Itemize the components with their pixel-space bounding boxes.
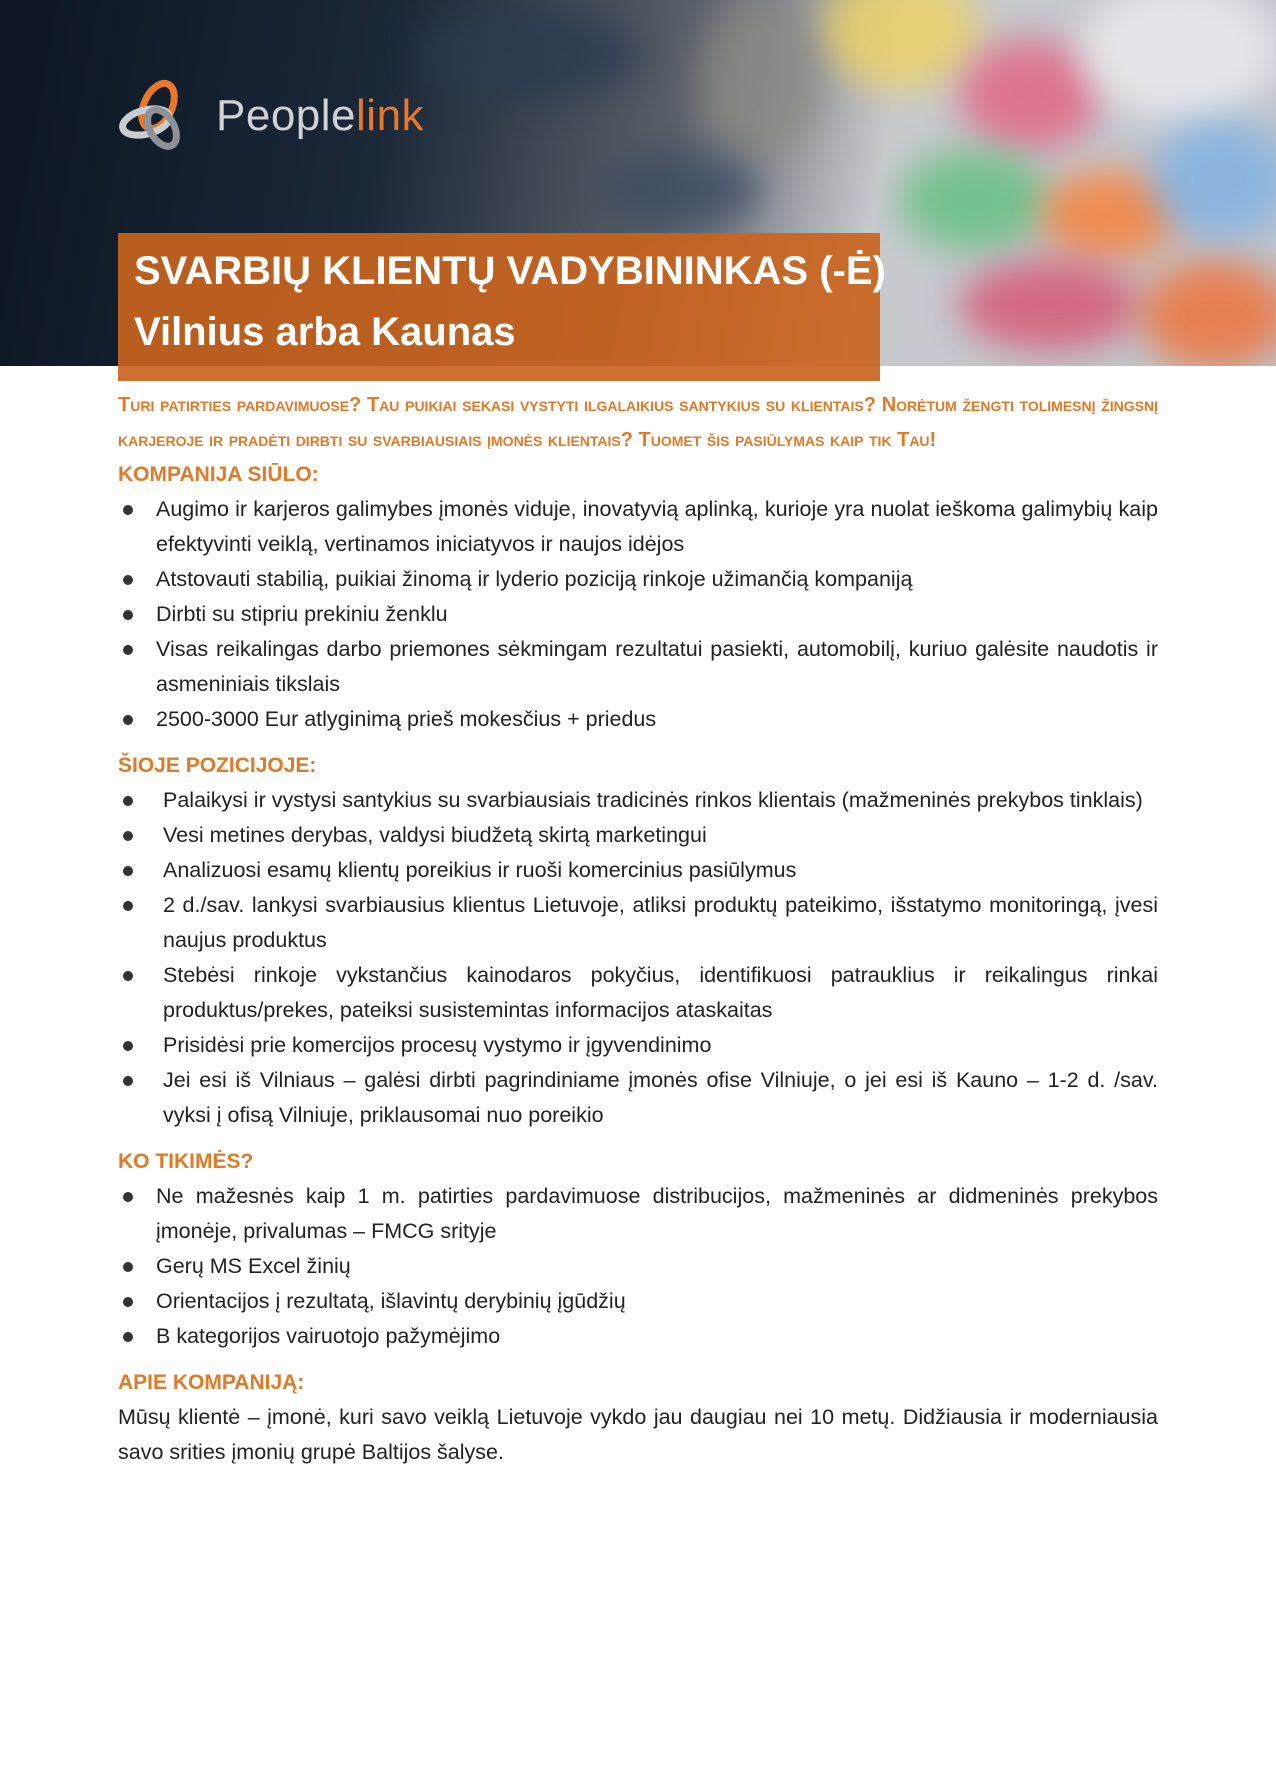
list-item-text: Ne mažesnės kaip 1 m. patirties pardavimuose distribucijos, mažmeninės ar didmeninės prekybos įmonėje, privalumas – FMCG srityje [156, 1184, 1158, 1243]
list-item [118, 492, 1158, 562]
expect-heading: KO TIKIMĖS? [118, 1150, 254, 1173]
list-item [118, 562, 1158, 597]
about-text: Mūsų klientė – įmonė, kuri savo veiklą Lietuvoje vykdo jau daugiau nei 10 metų. Didžiausia ir moderniausia savo srities įmonių grupė Baltijos šalyse. [118, 1405, 1158, 1464]
about-heading: APIE KOMPANIJĄ: [118, 1371, 305, 1394]
bullet-icon [123, 575, 133, 585]
job-location: Vilnius arba Kaunas [134, 310, 516, 354]
offer-heading: KOMPANIJA SIŪLO: [118, 463, 319, 486]
list-item-text: Prisidėsi prie komercijos procesų vystymo ir įgyvendinimo [163, 1033, 712, 1057]
bullet-icon [123, 715, 133, 725]
offer-list [118, 492, 1158, 737]
list-item-text: B kategorijos vairuotojo pažymėjimo [156, 1324, 501, 1348]
list-item [118, 1179, 1158, 1249]
bullet-icon [123, 505, 133, 515]
list-item-text: Analizuosi esamų klientų poreikius ir ruoši komercinius pasiūlymus [163, 858, 797, 882]
list-item [118, 702, 1158, 737]
list-item-text: 2 d./sav. lankysi svarbiausius klientus Lietuvoje, atliksi produktų pateikimo, išstatymo monitoringą, įvesi naujus produktus [163, 893, 1158, 952]
job-title: SVARBIŲ KLIENTŲ VADYBININKAS (-Ė) [134, 249, 886, 293]
bullet-icon [123, 1297, 133, 1307]
list-item [118, 958, 1158, 1028]
peoplelink-logo-icon [118, 76, 198, 156]
position-heading: ŠIOJE POZICIJOJE: [118, 754, 317, 777]
list-item-text: Jei esi iš Vilniaus – galėsi dirbti pagrindiniame įmonės ofise Vilniuje, o jei esi iš Kauno – 1-2 d. /sav. vyksi į ofisą Vilniuje, priklausomai nuo poreikio [163, 1068, 1158, 1127]
bullet-icon [123, 901, 133, 911]
list-item-text: Palaikysi ir vystysi santykius su svarbiausiais tradicinės rinkos klientais (mažmeninės prekybos tinklais) [163, 788, 1143, 812]
logo-wordmark: Peoplelink [216, 91, 425, 140]
list-item-text: 2500-3000 Eur atlyginimą prieš mokesčius + priedus [156, 707, 657, 731]
intro-text: Turi patirties pardavimuose? Tau puikiai sekasi vystyti ilgalaikius santykius su klientais? Norėtum žengti tolimesnį žingsnį karjeroje ir pradėti dirbti su svarbiausiais įmonės klientais? Tuomet šis pasiūlymas kaip tik Tau! [118, 394, 1158, 451]
list-item [118, 1028, 1158, 1063]
bullet-icon [123, 866, 133, 876]
list-item-text: Gerų MS Excel žinių [156, 1254, 351, 1278]
list-item [118, 1249, 1158, 1284]
list-item-text: Vesi metines derybas, valdysi biudžetą skirtą marketingui [163, 823, 707, 847]
bullet-icon [123, 1076, 133, 1086]
peoplelink-logo [118, 76, 424, 156]
bullet-icon [123, 1262, 133, 1272]
list-item-text: Augimo ir karjeros galimybes įmonės viduje, inovatyvią aplinką, kurioje yra nuolat ieškoma galimybių kaip efektyvinti veiklą, vertinamos iniciatyvos ir naujos idėjos [156, 497, 1158, 556]
list-item [118, 888, 1158, 958]
list-item [118, 818, 1158, 853]
bullet-icon [123, 1192, 133, 1202]
list-item [118, 1284, 1158, 1319]
list-item [118, 632, 1158, 702]
job-description [118, 388, 1158, 1470]
bullet-icon [123, 1332, 133, 1342]
list-item [118, 597, 1158, 632]
bullet-icon [123, 1041, 133, 1051]
list-item-text: Visas reikalingas darbo priemones sėkmingam rezultatui pasiekti, automobilį, kuriuo galėsite naudotis ir asmeniniais tikslais [156, 637, 1158, 696]
job-title-banner [118, 233, 886, 381]
expect-list [118, 1179, 1158, 1354]
bullet-icon [123, 971, 133, 981]
bullet-icon [123, 610, 133, 620]
bullet-icon [123, 796, 133, 806]
list-item-text: Dirbti su stipriu prekiniu ženklu [156, 602, 448, 626]
list-item [118, 783, 1158, 818]
bullet-icon [123, 831, 133, 841]
list-item [118, 1063, 1158, 1133]
bullet-icon [123, 645, 133, 655]
list-item-text: Orientacijos į rezultatą, išlavintų derybinių įgūdžių [156, 1289, 626, 1313]
list-item-text: Stebėsi rinkoje vykstančius kainodaros pokyčius, identifikuosi patrauklius ir reikalingus rinkai produktus/prekes, pateiksi susistemintas informacijos ataskaitas [163, 963, 1158, 1022]
list-item [118, 853, 1158, 888]
list-item-text: Atstovauti stabilią, puikiai žinomą ir lyderio poziciją rinkoje užimančią kompaniją [156, 567, 913, 591]
position-list [118, 783, 1158, 1133]
list-item [118, 1319, 1158, 1354]
